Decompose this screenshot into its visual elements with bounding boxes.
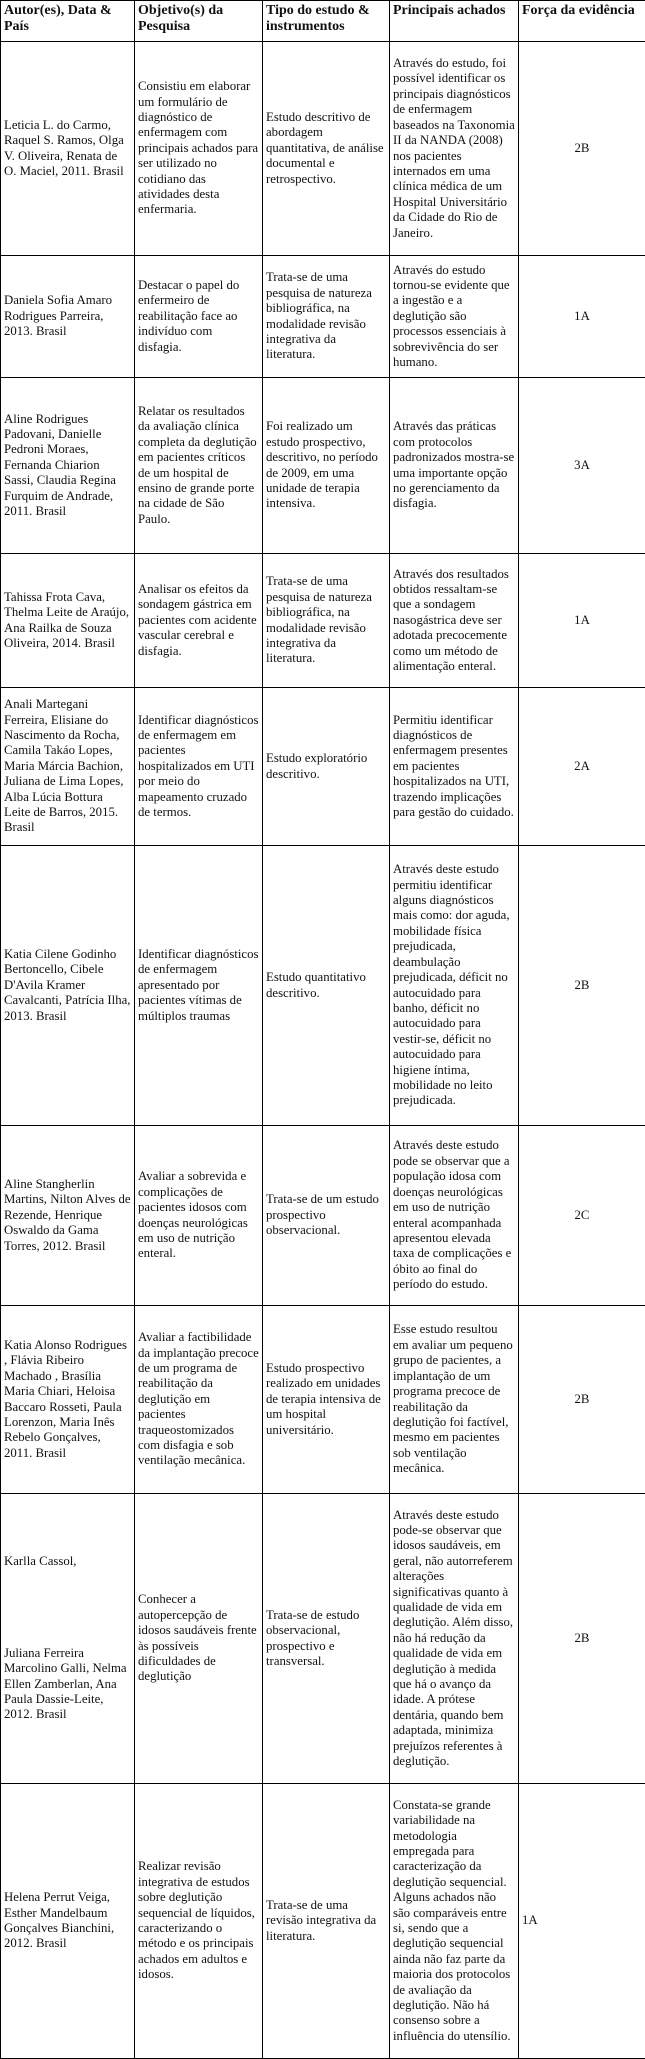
table-row [1, 1126, 645, 1306]
force-cell: 2B [519, 1306, 645, 1494]
study-type-cell: Trata-se de uma revisão integrativa da literatura. [263, 1784, 390, 2059]
force-cell: 1A [519, 256, 645, 378]
force-cell: 1A [519, 1784, 645, 2059]
table-row [1, 256, 645, 378]
authors-cell: Aline Rodrigues Padovani, Danielle Pedroni Moraes, Fernanda Chiarion Sassi, Claudia Regina Furquim de Andrade, 2011. Brasil [1, 378, 135, 554]
objective-cell: Conhecer a autopercepção de idosos saudáveis frente às possíveis dificuldades de deglutição [135, 1494, 263, 1784]
objective-cell: Consistiu em elaborar um formulário de diagnóstico de enfermagem com principais achados para ser utilizado no cotidiano das atividades desta enfermaria. [135, 42, 263, 256]
objective-cell: Realizar revisão integrativa de estudos sobre deglutição sequencial de líquidos, caracterizando o método e os principais achados em adultos e idosos. [135, 1784, 263, 2059]
objective-cell: Avaliar a sobrevida e complicações de pacientes idosos com doenças neurológicas em uso de nutrição enteral. [135, 1126, 263, 1306]
authors-cell: Katia Cilene Godinho Bertoncello, Cibele D'Avila Kramer Cavalcanti, Patrícia Ilha, 2013. Brasil [1, 846, 135, 1126]
force-cell: 2B [519, 1494, 645, 1784]
findings-cell: Através deste estudo pode se observar que a população idosa com doenças neurológicas em uso de nutrição enteral acompanhada apresentou elevada taxa de complicações e óbito ao final do período do estudo. [390, 1126, 519, 1306]
findings-cell: Através do estudo tornou-se evidente que a ingestão e a deglutição são processos essenciais à sobrevivência do ser humano. [390, 256, 519, 378]
authors-cell: Katia Alonso Rodrigues , Flávia Ribeiro Machado , Brasília Maria Chiari, Heloisa Baccaro Rosseti, Paula Lorenzon, Maria Inês Rebelo Gonçalves, 2011. Brasil [1, 1306, 135, 1494]
authors-cell: Aline Stangherlin Martins, Nilton Alves de Rezende, Henrique Oswaldo da Gama Torres, 2012. Brasil [1, 1126, 135, 1306]
objective-cell: Relatar os resultados da avaliação clínica completa da deglutição em pacientes críticos de um hospital de ensino de grande porte na cidade de São Paulo. [135, 378, 263, 554]
study-type-cell: Estudo exploratório descritivo. [263, 688, 390, 846]
header-study-type: Tipo do estudo & instrumentos [263, 1, 390, 42]
objective-cell: Analisar os efeitos da sondagem gástrica em pacientes com acidente vascular cerebral e disfagia. [135, 554, 263, 688]
authors-cell: Daniela Sofia Amaro Rodrigues Parreira, 2013. Brasil [1, 256, 135, 378]
study-type-cell: Estudo quantitativo descritivo. [263, 846, 390, 1126]
header-row [1, 1, 645, 42]
force-cell: 2B [519, 846, 645, 1126]
authors-cell: Helena Perrut Veiga, Esther Mandelbaum Gonçalves Bianchini, 2012. Brasil [1, 1784, 135, 2059]
table-row [1, 1494, 645, 1784]
authors-cell [1, 1494, 135, 1784]
authors-cell: Anali Martegani Ferreira, Elisiane do Nascimento da Rocha, Camila Takáo Lopes, Maria Márcia Bachion, Juliana de Lima Lopes, Alba Lúcia Bottura Leite de Barros, 2015. Brasil [1, 688, 135, 846]
findings-cell: Através do estudo, foi possível identificar os principais diagnósticos de enfermagem baseados na Taxonomia II da NANDA (2008) nos pacientes internados em uma clínica médica de um Hospital Universitário da Cidade do Rio de Janeiro. [390, 42, 519, 256]
header-findings: Principais achados [390, 1, 519, 42]
header-authors: Autor(es), Data & País [1, 1, 135, 42]
force-cell: 2B [519, 42, 645, 256]
table-row [1, 1306, 645, 1494]
header-force: Força da evidência [519, 1, 645, 42]
table-row [1, 1784, 645, 2059]
authors-cell: Tahissa Frota Cava, Thelma Leite de Araújo, Ana Railka de Souza Oliveira, 2014. Brasil [1, 554, 135, 688]
table-row [1, 846, 645, 1126]
authors-first-name: Karlla Cassol, [4, 1554, 131, 1569]
findings-cell: Através deste estudo permitiu identificar alguns diagnósticos mais como: dor aguda, mobilidade física prejudicada, deambulação prejudicada, déficit no autocuidado para banho, déficit no autocuidado para vestir-se, déficit no autocuidado para higiene íntima, mobilidade no leito prejudicada. [390, 846, 519, 1126]
findings-cell: Esse estudo resultou em avaliar um pequeno grupo de pacientes, a implantação de um programa precoce de reabilitação da deglutição foi factível, mesmo em pacientes sob ventilação mecânica. [390, 1306, 519, 1494]
authors-rest: Juliana Ferreira Marcolino Galli, Nelma Ellen Zamberlan, Ana Paula Dassie-Leite, 2012. Brasil [4, 1646, 131, 1723]
table-row [1, 688, 645, 846]
findings-cell: Através das práticas com protocolos padronizados mostra-se uma importante opção no gerenciamento da disfagia. [390, 378, 519, 554]
table-row [1, 42, 645, 256]
study-type-cell: Estudo prospectivo realizado em unidades de terapia intensiva de um hospital universitário. [263, 1306, 390, 1494]
findings-cell: Permitiu identificar diagnósticos de enfermagem presentes em pacientes hospitalizados na UTI, trazendo implicações para gestão do cuidado. [390, 688, 519, 846]
authors-cell: Leticia L. do Carmo, Raquel S. Ramos, Olga V. Oliveira, Renata de O. Maciel, 2011. Brasil [1, 42, 135, 256]
findings-cell: Constata-se grande variabilidade na metodologia empregada para caracterização da deglutição sequencial. Alguns achados não são comparáveis entre si, sendo que a deglutição sequencial ainda não faz parte da maioria dos protocolos de avaliação da deglutição. Não há consenso sobre a influência do utensílio. [390, 1784, 519, 2059]
table-row [1, 378, 645, 554]
force-cell: 3A [519, 378, 645, 554]
objective-cell: Identificar diagnósticos de enfermagem em pacientes hospitalizados em UTI por meio do mapeamento cruzado de termos. [135, 688, 263, 846]
study-type-cell: Foi realizado um estudo prospectivo, descritivo, no período de 2009, em uma unidade de terapia intensiva. [263, 378, 390, 554]
findings-cell: Através deste estudo pode-se observar que idosos saudáveis, em geral, não autorreferem alterações significativas quanto à qualidade de vida em deglutição. Além disso, não há redução da qualidade de vida em deglutição à medida que há o avanço da idade. A prótese dentária, quando bem adaptada, minimiza prejuízos referentes à deglutição. [390, 1494, 519, 1784]
header-objective: Objetivo(s) da Pesquisa [135, 1, 263, 42]
study-type-cell: Estudo descritivo de abordagem quantitativa, de análise documental e retrospectivo. [263, 42, 390, 256]
study-type-cell: Trata-se de uma pesquisa de natureza bibliográfica, na modalidade revisão integrativa da literatura. [263, 256, 390, 378]
table-row [1, 554, 645, 688]
study-type-cell: Trata-se de uma pesquisa de natureza bibliográfica, na modalidade revisão integrativa da literatura. [263, 554, 390, 688]
objective-cell: Identificar diagnósticos de enfermagem apresentado por pacientes vítimas de múltiplos traumas [135, 846, 263, 1126]
force-cell: 2A [519, 688, 645, 846]
spacer [4, 1570, 131, 1646]
study-type-cell: Trata-se de um estudo prospectivo observacional. [263, 1126, 390, 1306]
force-cell: 1A [519, 554, 645, 688]
objective-cell: Avaliar a factibilidade da implantação precoce de um programa de reabilitação da deglutição em pacientes traqueostomizados com disfagia e sob ventilação mecânica. [135, 1306, 263, 1494]
objective-cell: Destacar o papel do enfermeiro de reabilitação face ao indivíduo com disfagia. [135, 256, 263, 378]
force-cell: 2C [519, 1126, 645, 1306]
findings-cell: Através dos resultados obtidos ressaltam-se que a sondagem nasogástrica deve ser adotada precocemente como um método de alimentação enteral. [390, 554, 519, 688]
study-type-cell: Trata-se de estudo observacional, prospectivo e transversal. [263, 1494, 390, 1784]
